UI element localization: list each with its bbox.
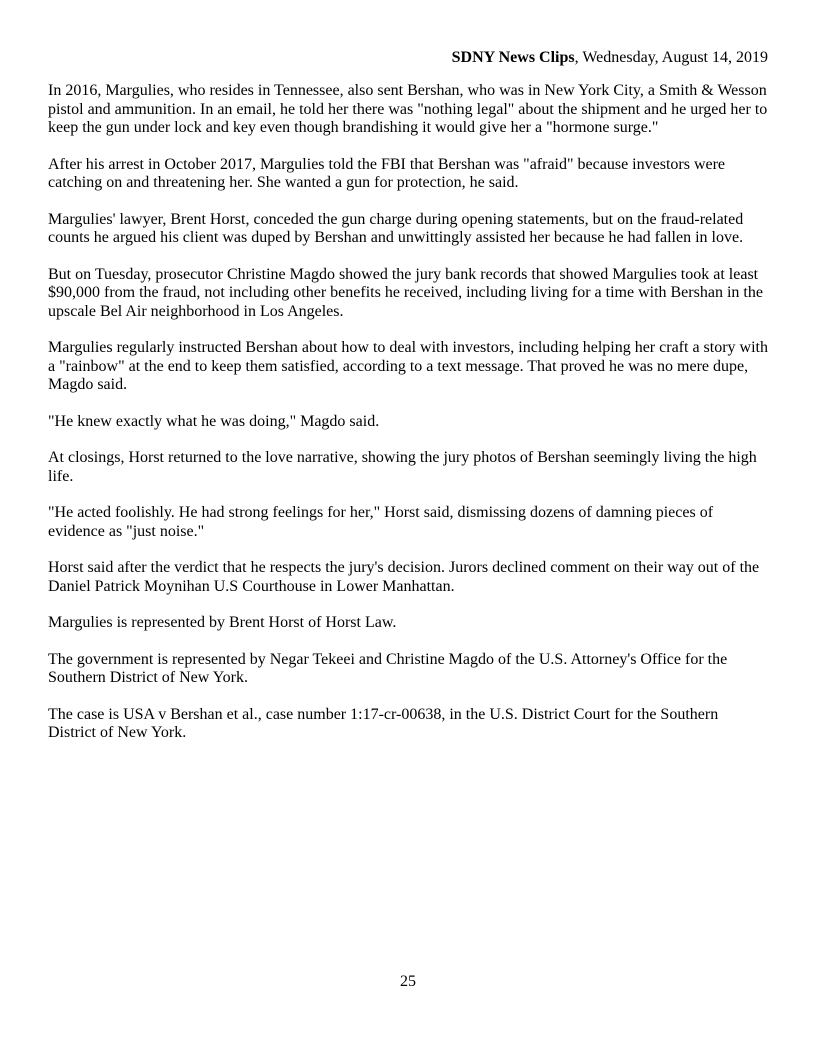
article-paragraph: At closings, Horst returned to the love narrative, showing the jury photos of Bershan seemingly living the high life. bbox=[48, 449, 757, 485]
article-paragraph: The government is represented by Negar Tekeei and Christine Magdo of the U.S. Attorney's Office for the Southern District of New York. bbox=[48, 650, 728, 686]
article-body bbox=[48, 82, 768, 761]
article-paragraph: Margulies is represented by Brent Horst of Horst Law. bbox=[48, 614, 397, 631]
article-paragraph: The case is USA v Bershan et al., case number 1:17-cr-00638, in the U.S. District Court for the Southern District of New York. bbox=[48, 705, 719, 741]
article-paragraph: "He knew exactly what he was doing," Magdo said. bbox=[48, 412, 380, 430]
article-paragraph: But on Tuesday, prosecutor Christine Magdo showed the jury bank records that showed Margulies took at least $90,000 from the fraud, not including other benefits he received, including living for a time with Bershan in the upscale Bel Air neighborhood in Los Angeles. bbox=[48, 265, 763, 320]
article-paragraph: Margulies regularly instructed Bershan about how to deal with investors, including helping her craft a story with a "rainbow" at the end to keep them satisfied, according to a text message. That proved he was no mere dupe, Magdo said. bbox=[48, 339, 768, 393]
article-paragraph: In 2016, Margulies, who resides in Tennessee, also sent Bershan, who was in New York City, a Smith & Wesson pistol and ammunition. In an email, he told her there was "nothing legal" about the shipment and he urged her to keep the gun under lock and key even though brandishing it would give her a "hormone surge." bbox=[48, 82, 768, 136]
article-paragraph: Horst said after the verdict that he respects the jury's decision. Jurors declined comment on their way out of the Daniel Patrick Moynihan U.S Courthouse in Lower Manhattan. bbox=[48, 559, 760, 595]
header-date: , Wednesday, August 14, 2019 bbox=[574, 49, 768, 66]
article-paragraph: Margulies' lawyer, Brent Horst, conceded the gun charge during opening statements, but on the fraud-related counts he argued his client was duped by Bershan and unwittingly assisted her because he had fallen in love. bbox=[48, 210, 744, 246]
publication-name: SDNY News Clips bbox=[451, 49, 575, 66]
article-paragraph: "He acted foolishly. He had strong feelings for her," Horst said, dismissing dozens of damning pieces of evidence as "just noise." bbox=[48, 504, 714, 540]
article-paragraph: After his arrest in October 2017, Margulies told the FBI that Bershan was "afraid" because investors were catching on and threatening her. She wanted a gun for protection, he said. bbox=[48, 155, 726, 191]
page-header bbox=[452, 48, 768, 68]
page-number: 25 bbox=[400, 973, 416, 990]
